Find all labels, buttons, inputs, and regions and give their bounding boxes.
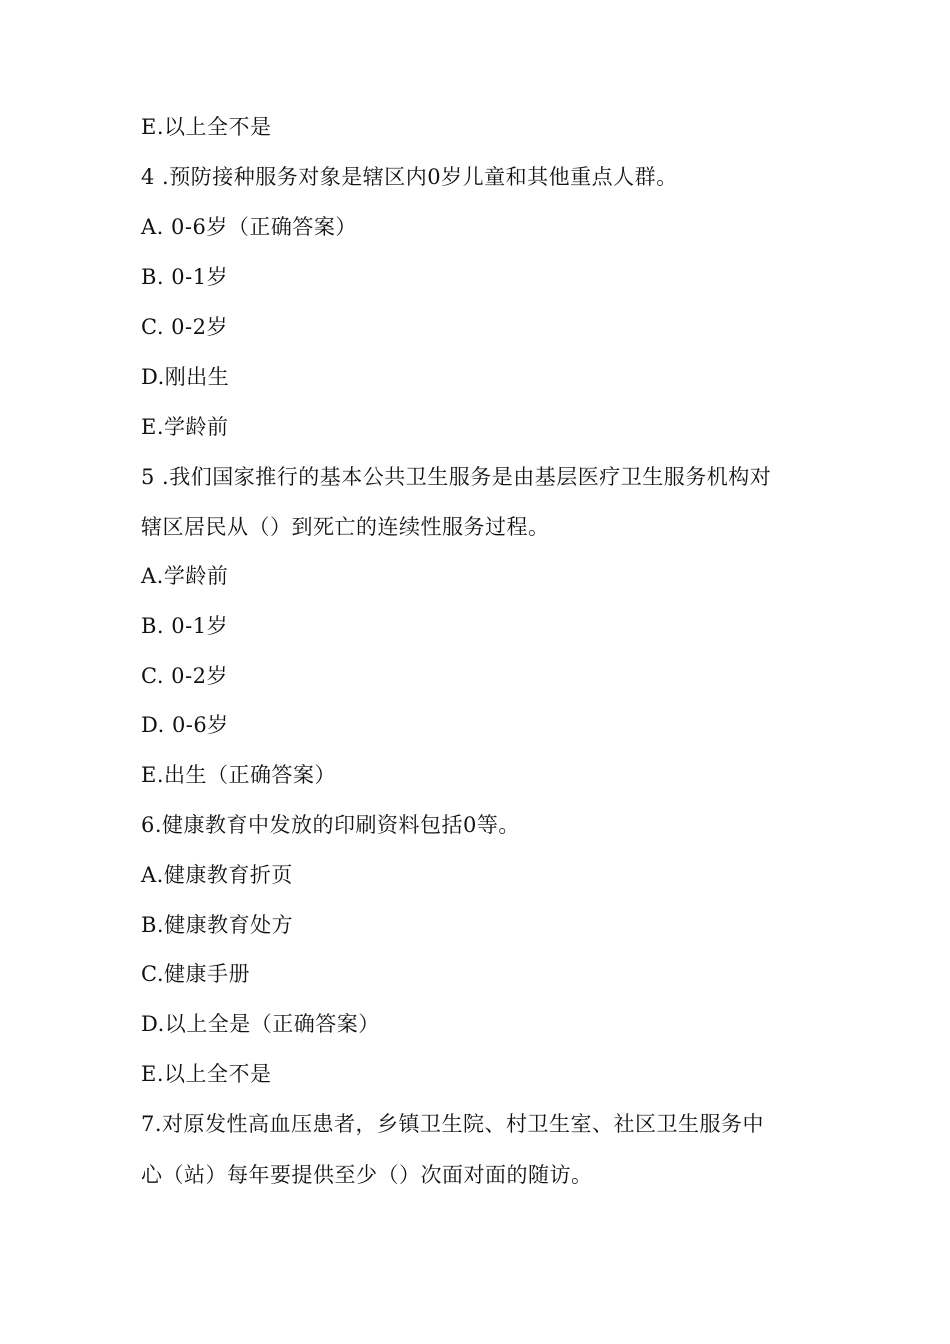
option-b-q6: B.健康教育处方 [141,913,294,937]
option-d-q4: D.刚出生 [141,365,230,389]
question-4: 4 .预防接种服务对象是辖区内0岁儿童和其他重点人群。 [141,165,678,189]
option-c-q6: C.健康手册 [141,962,250,986]
option-e-q6: E.以上全不是 [141,1062,272,1086]
question-5-line-2: 辖区居民从（）到死亡的连续性服务过程。 [141,515,550,539]
question-7-line-1: 7.对原发性高血压患者，乡镇卫生院、村卫生室、社区卫生服务中 [141,1112,765,1136]
option-b-q4: B. 0-1岁 [141,265,229,289]
question-7-line-2: 心（站）每年要提供至少（）次面对面的随访。 [141,1163,593,1187]
option-a-q4: A. 0-6岁（正确答案） [141,215,357,239]
option-c-q5: C. 0-2岁 [141,664,228,688]
option-e-q4: E.学龄前 [141,415,229,439]
option-e-q5: E.出生（正确答案） [141,763,337,787]
question-5-line-1: 5 .我们国家推行的基本公共卫生服务是由基层医疗卫生服务机构对 [141,465,772,489]
option-d-q5: D. 0-6岁 [141,713,229,737]
option-c-q4: C. 0-2岁 [141,315,228,339]
option-e-q3: E.以上全不是 [141,115,272,139]
option-b-q5: B. 0-1岁 [141,614,229,638]
question-6: 6.健康教育中发放的印刷资料包括0等。 [141,813,520,837]
option-a-q6: A.健康教育折页 [141,863,293,887]
option-d-q6: D.以上全是（正确答案） [141,1012,380,1036]
option-a-q5: A.学龄前 [141,564,229,588]
